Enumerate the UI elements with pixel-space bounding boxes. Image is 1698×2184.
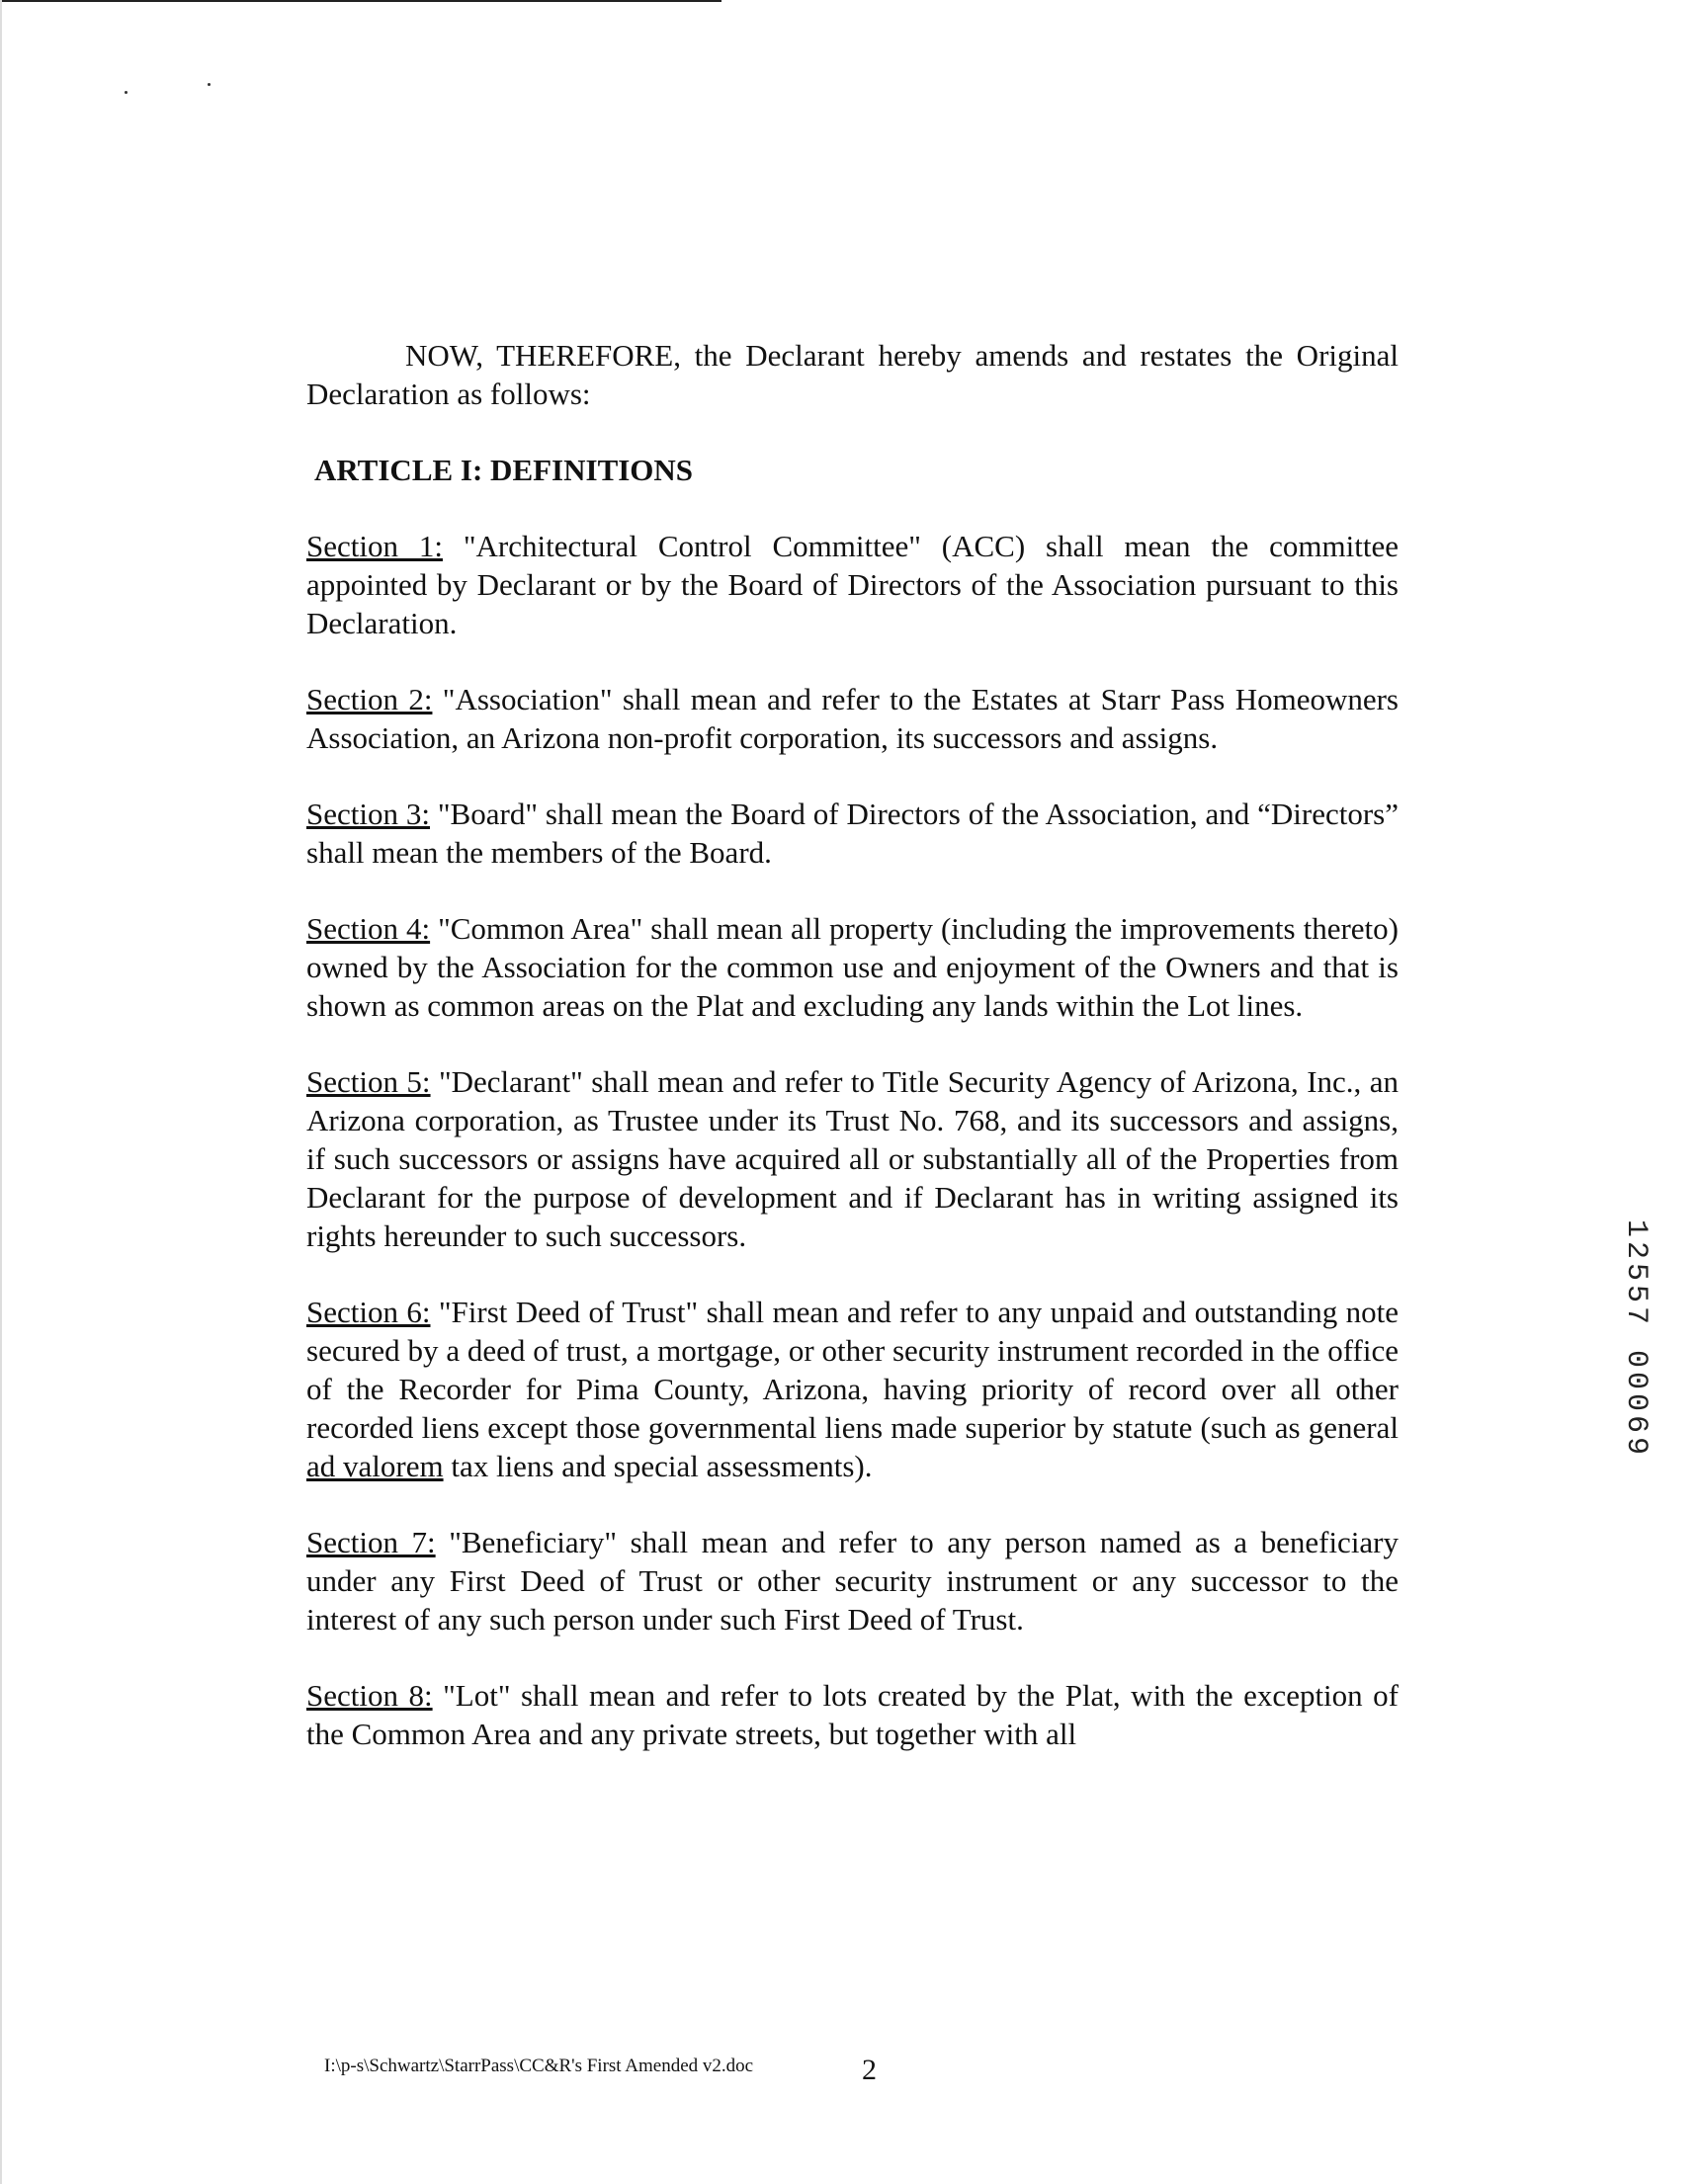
section-4 (306, 909, 1399, 1025)
section-2 (306, 680, 1399, 757)
scan-speck (125, 91, 127, 94)
scan-speck (208, 83, 211, 86)
intro-paragraph: NOW, THEREFORE, the Declarant hereby amends and restates the Original Declaration as follows: (306, 338, 1399, 411)
section-5 (306, 1062, 1399, 1255)
section-6 (306, 1293, 1399, 1485)
document-body (306, 336, 1399, 1791)
section-text: "Declarant" shall mean and refer to Title Security Agency of Arizona, Inc., an Arizona corporation, as Trustee under its Trust No. 768, and its successors and assigns, if such successors or assigns have acquired all or substantially all of the Properties from Declarant for the purpose of development and if Declarant has in writing assigned its rights hereunder to such successors. (306, 1064, 1399, 1253)
section-label: Section 4: (306, 911, 431, 946)
section-text: "Common Area" shall mean all property (including the improvements thereto) owned by the Association for the common use and enjoyment of the Owners and that is shown as common areas on the Plat and excluding any lands within the Lot lines. (306, 911, 1399, 1023)
section-label: Section 8: (306, 1678, 433, 1713)
section-label: Section 7: (306, 1525, 436, 1559)
section-3 (306, 795, 1399, 872)
section-text: "Board" shall mean the Board of Directors of the Association, and “Directors” shall mean the members of the Board. (306, 797, 1400, 870)
scan-edge-left (0, 0, 2, 2184)
section-label: Section 3: (306, 797, 430, 831)
section-text: "Lot" shall mean and refer to lots created by the Plat, with the exception of the Common Area and any private streets, but together with all (306, 1678, 1399, 1751)
section-text: "Association" shall mean and refer to the Estates at Starr Pass Homeowners Association, an Arizona non-profit corporation, its successors and assigns. (306, 682, 1399, 755)
side-stamp-text: 12557 00069 (1619, 1218, 1654, 1460)
section-text: "Beneficiary" shall mean and refer to any person named as a beneficiary under any First Deed of Trust or other security instrument or any successor to the interest of any such person under such First Deed of Trust. (306, 1525, 1400, 1637)
scan-edge-top (0, 0, 722, 2)
section-text: "First Deed of Trust" shall mean and refer to any unpaid and outstanding note secured by a deed of trust, a mortgage, or other security instrument recorded in the office of the Recorder for Pima County, Arizona, having priority of record over all other recorded liens except those governmental liens made superior by statute (such as general (306, 1295, 1399, 1445)
section-text-underlined: ad valorem (306, 1449, 444, 1483)
article-heading: ARTICLE I: DEFINITIONS (314, 453, 694, 487)
section-label: Section 2: (306, 682, 433, 716)
section-7 (306, 1523, 1399, 1638)
footer-file-path: I:\p-s\Schwartz\StarrPass\CC&R's First Amended v2.doc (324, 2056, 754, 2076)
page-number: 2 (862, 2054, 877, 2086)
section-text: tax liens and special assessments). (451, 1449, 873, 1483)
section-label: Section 6: (306, 1295, 431, 1329)
section-label: Section 5: (306, 1064, 431, 1099)
section-8 (306, 1676, 1399, 1753)
section-1 (306, 527, 1399, 642)
side-stamp (1616, 1196, 1656, 1482)
section-text: "Architectural Control Committee" (ACC) shall mean the committee appointed by Declarant or by the Board of Directors of the Association pursuant to this Declaration. (306, 529, 1399, 640)
section-label: Section 1: (306, 529, 443, 563)
